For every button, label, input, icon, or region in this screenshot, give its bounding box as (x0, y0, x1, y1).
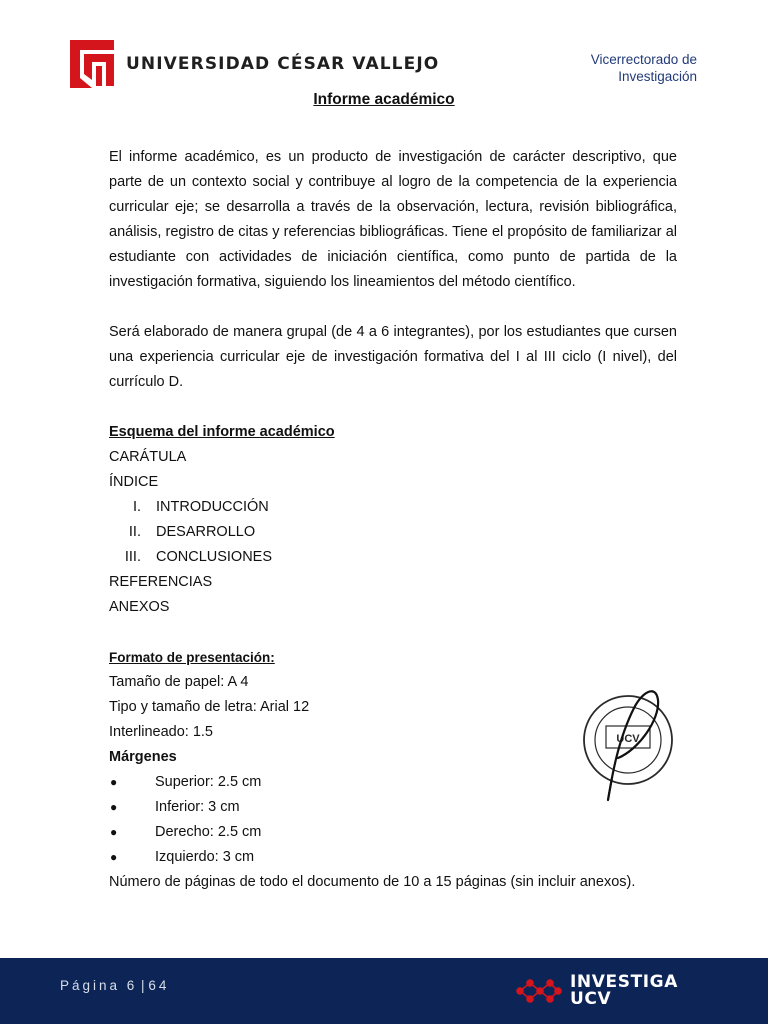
scheme-title: Esquema del informe académico (109, 424, 335, 440)
page-total: 64 (148, 978, 170, 993)
roman-item-text: DESARROLLO (156, 524, 256, 540)
university-logo (70, 40, 439, 88)
scheme-referencias: REFERENCIAS (109, 574, 213, 590)
network-dots-icon (516, 976, 562, 1006)
scheme-caratula: CARÁTULA (109, 449, 187, 465)
margin-value: Derecho: 2.5 cm (155, 824, 262, 840)
roman-number: III. (124, 549, 141, 565)
pages-note: Número de páginas de todo el documento de 10 a 15 páginas (sin incluir anexos). (109, 874, 636, 890)
scheme-anexos: ANEXOS (109, 599, 170, 615)
scheme-roman-list (109, 495, 677, 570)
format-paper: Tamaño de papel: A 4 (109, 674, 249, 690)
bullet-icon: ● (110, 800, 118, 814)
roman-item-text: CONCLUSIONES (156, 549, 273, 565)
group-paragraph: Será elaborado de manera grupal (de 4 a 6 integrantes), por los estudiantes que cursen una experiencia curricular eje de investigación formativa del I al III ciclo (I nivel), del currículo D. (109, 324, 677, 390)
roman-item-text: INTRODUCCIÓN (156, 499, 269, 515)
vicerrectorado-line-1: Vicerrectorado de (590, 52, 697, 67)
list-item (109, 845, 677, 870)
format-font: Tipo y tamaño de letra: Arial 12 (109, 699, 310, 715)
margin-value: Inferior: 3 cm (155, 799, 240, 815)
margin-value: Izquierdo: 3 cm (155, 849, 255, 865)
bullet-icon: ● (110, 825, 118, 839)
ucv-shield-icon (70, 40, 114, 88)
bullet-icon: ● (110, 775, 118, 789)
roman-number: I. (132, 499, 141, 515)
brand-line-2: UCV (570, 989, 612, 1009)
brand-line-1: INVESTIGA (570, 972, 678, 992)
vicerrectorado-label (591, 51, 697, 85)
intro-paragraph: El informe académico, es un producto de investigación de carácter descriptivo, que parte de un contexto social y contribuye al logro de la competencia de la experiencia curricular eje; se desarrolla a través de la observación, lectura, revisión bibliográfica, análisis, registro de citas y referencias bibliográficas. Tiene el propósito de familiarizar al estudiante con actividades de iniciación científica, como punto de partida de la investigación formativa, siguiendo los lineamientos del método científico. (109, 149, 677, 290)
investiga-ucv-wordmark (570, 974, 678, 1008)
format-title: Formato de presentación: (109, 650, 275, 665)
university-name: UNIVERSIDAD CÉSAR VALLEJO (126, 54, 440, 74)
margin-value: Superior: 2.5 cm (155, 774, 262, 790)
document-title: Informe académico (313, 91, 455, 108)
list-item (109, 545, 677, 570)
page-label: Página 6 (60, 978, 138, 993)
stamp-text: UCV (616, 733, 640, 745)
list-item (109, 820, 677, 845)
investiga-ucv-logo (516, 974, 678, 1008)
list-item (109, 495, 677, 520)
vicerrectorado-line-2: Investigación (618, 69, 697, 84)
official-stamp-icon (578, 680, 678, 813)
scheme-indice: ÍNDICE (109, 474, 159, 490)
bullet-icon: ● (110, 850, 118, 864)
page-number: Página 6 | 64 (60, 978, 170, 993)
format-spacing: Interlineado: 1.5 (109, 724, 213, 740)
page-footer (0, 958, 768, 1024)
margins-title: Márgenes (109, 749, 177, 765)
roman-number: II. (128, 524, 141, 540)
list-item (109, 520, 677, 545)
